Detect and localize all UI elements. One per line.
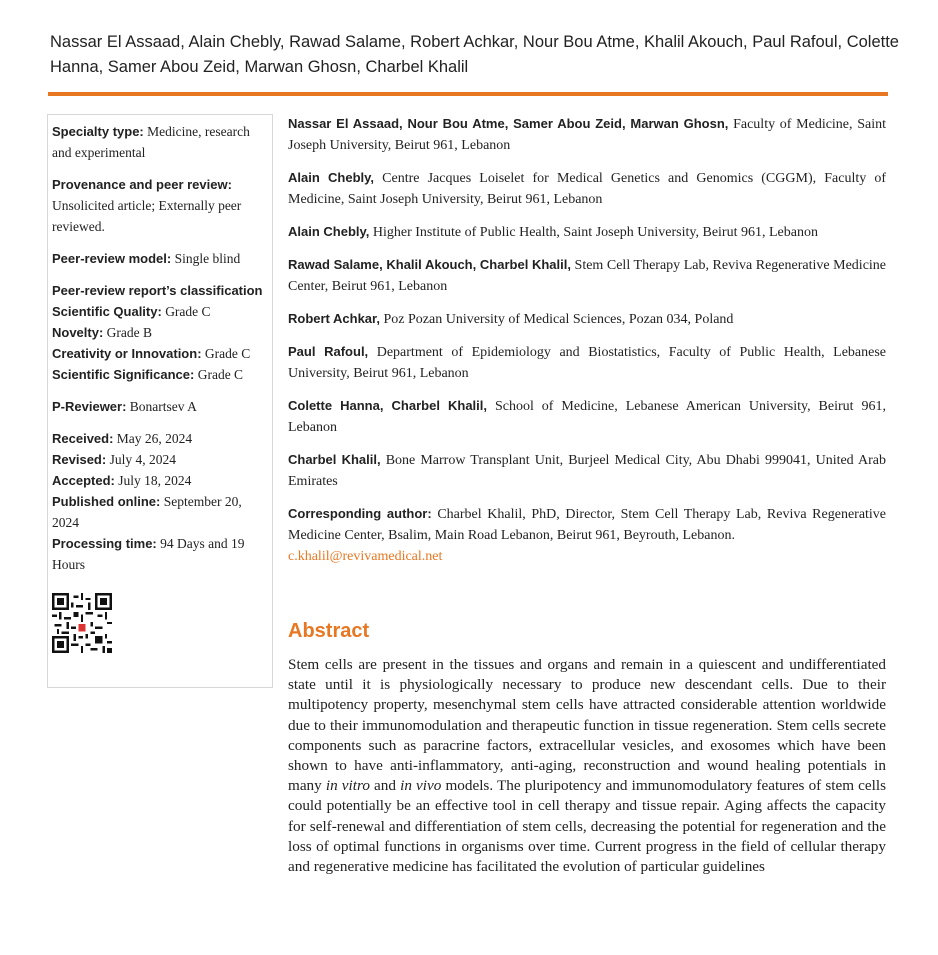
- abstract-body: Stem cells are present in the tissues and organs and remain in a quiescent and undifferentiated state until it is physiologically necessary to produce new descendant cells. Due to their multipotency property, mesenchymal stem cells have attracted considerable attention worldwide due to their immunomodulation and therapeutic function in tissue regeneration. Stem cells secrete components such as paracrine factors, extracellular vesicles, and exosomes which have been shown to have anti-inflammatory, anti-aging, reconstruction and wound healing potentials in many in vitro and in vivo models. The pluripotency and immunomodulatory features of stem cells could potentially be an effective tool in cell therapy and tissue repair. Aging affects the capacity for self-renewal and differentiation of stem cells, decreasing the potential for regeneration and the loss of optimal functions in organisms over time. Current progress in the field of cellular therapy and regenerative medicine has facilitated the evolution of particular guidelines: [288, 656, 886, 876]
- affiliation-1: Nassar El Assaad, Nour Bou Atme, Samer Abou Zeid, Marwan Ghosn, Faculty of Medicine, Saint Joseph University, Beirut 961, Lebanon: [288, 116, 887, 153]
- report-classification-heading: Peer-review report’s classification: [52, 283, 263, 298]
- affiliation-6: Paul Rafoul, Department of Epidemiology and Biostatistics, Faculty of Public Health, Lebanese University, Beirut 961, Lebanon: [288, 344, 887, 381]
- article-info-sidebar: [47, 114, 273, 688]
- peer-review-model: Peer-review model: Single blind: [52, 251, 241, 266]
- header-divider: [48, 92, 888, 96]
- accepted-date: Accepted: July 18, 2024: [52, 473, 192, 488]
- creativity: Creativity or Innovation: Grade C: [52, 346, 251, 361]
- qr-code-icon[interactable]: [52, 593, 112, 653]
- novelty: Novelty: Grade B: [52, 325, 153, 340]
- affiliation-5: Robert Achkar, Poz Pozan University of Medical Sciences, Pozan 034, Poland: [288, 311, 734, 327]
- published-date: Published online: September 20, 2024: [52, 494, 242, 530]
- revised-date: Revised: July 4, 2024: [52, 452, 176, 467]
- corresponding-email-link[interactable]: c.khalil@revivamedical.net: [288, 549, 443, 564]
- affiliation-3: Alain Chebly, Higher Institute of Public Health, Saint Joseph University, Beirut 961, Lebanon: [288, 224, 818, 240]
- scientific-significance: Scientific Significance: Grade C: [52, 367, 244, 382]
- p-reviewer: P-Reviewer: Bonartsev A: [52, 399, 197, 414]
- affiliation-2: Alain Chebly, Centre Jacques Loiselet for Medical Genetics and Genomics (CGGM), Faculty of Medicine, Saint Joseph University, Beirut 961, Lebanon: [288, 170, 887, 207]
- corresponding-author: Corresponding author: Charbel Khalil, PhD, Director, Stem Cell Therapy Lab, Reviva Regenerative Medicine Center, Bsalim, Main Road Lebanon, Beirut 961, Beyrouth, Lebanon.: [288, 506, 887, 543]
- affiliations: [288, 113, 886, 567]
- processing-time: Processing time: 94 Days and 19 Hours: [52, 536, 245, 572]
- provenance: Provenance and peer review: Unsolicited article; Externally peer reviewed.: [52, 177, 242, 234]
- received-date: Received: May 26, 2024: [52, 431, 193, 446]
- affiliation-4: Rawad Salame, Khalil Akouch, Charbel Khalil, Stem Cell Therapy Lab, Reviva Regenerative Medicine Center, Beirut 961, Lebanon: [288, 257, 887, 294]
- affiliation-8: Charbel Khalil, Bone Marrow Transplant Unit, Burjeel Medical City, Abu Dhabi 999041, United Arab Emirates: [288, 452, 886, 489]
- author-list: Nassar El Assaad, Alain Chebly, Rawad Salame, Robert Achkar, Nour Bou Atme, Khalil Akouch, Paul Rafoul, Colette Hanna, Samer Abou Zeid, Marwan Ghosn, Charbel Khalil: [50, 33, 899, 76]
- scientific-quality: Scientific Quality: Grade C: [52, 304, 211, 319]
- affiliation-7: Colette Hanna, Charbel Khalil, School of Medicine, Lebanese American University, Beirut 961, Lebanon: [288, 398, 886, 435]
- specialty-type: Specialty type: Medicine, research and experimental: [52, 124, 250, 160]
- abstract-heading: Abstract: [288, 620, 370, 642]
